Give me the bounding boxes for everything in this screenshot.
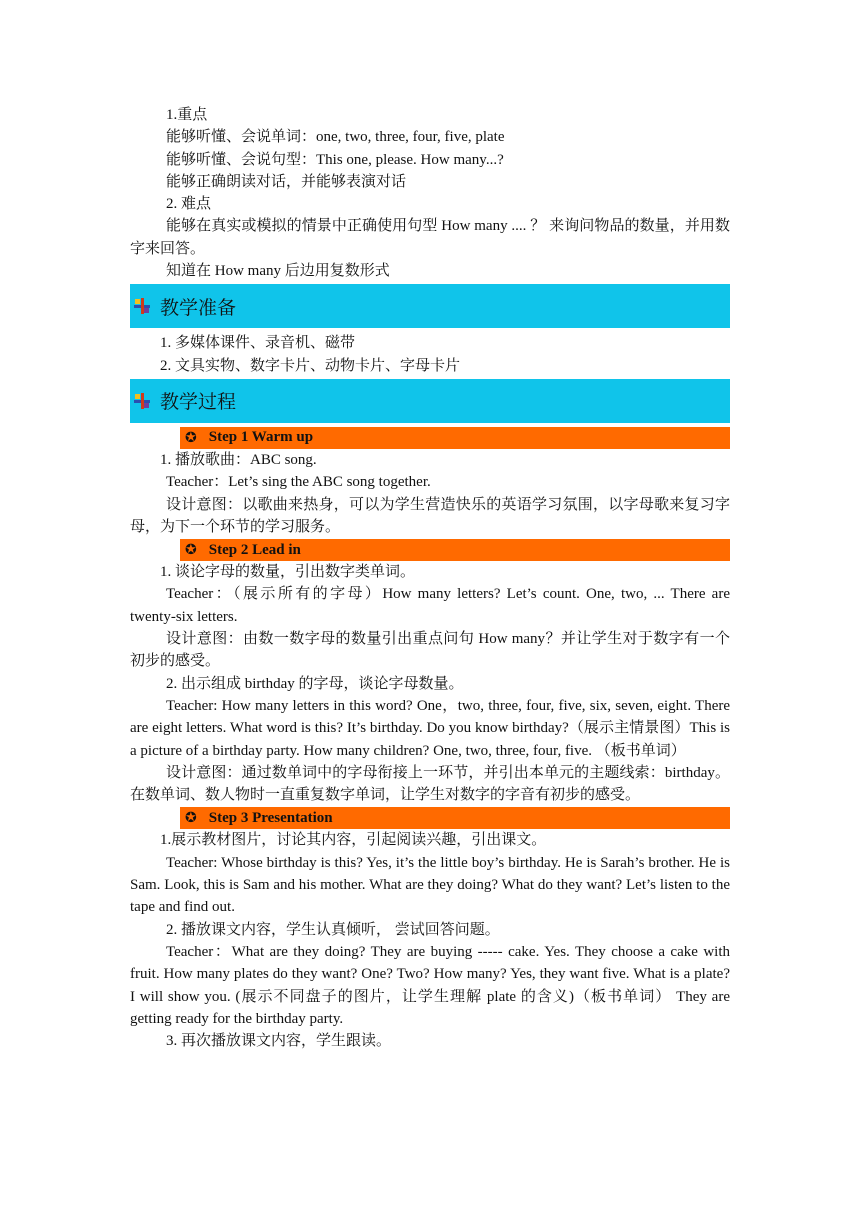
section-header-preparation xyxy=(130,284,730,328)
section-header-process xyxy=(130,379,730,423)
paragraph: 设计意图：以歌曲来热身，可以为学生营造快乐的英语学习氛围，以字母歌来复习字母，为下一个环节的学习服务。 xyxy=(130,496,730,535)
paragraph: 设计意图：通过数单词中的字母衔接上一环节，并引出本单元的主题线索：birthday。在数单词、数人物时一直重复数字单词，让学生对数字的字音有初步的感受。 xyxy=(130,764,730,804)
step-3-banner xyxy=(180,807,730,829)
document-page xyxy=(130,104,730,1052)
star-icon: ✪ xyxy=(185,429,197,446)
section-bullet-icon xyxy=(134,393,150,409)
section-title: 教学过程 xyxy=(160,392,237,414)
key-points-heading: 1.重点 xyxy=(166,107,208,123)
step-label: Step 1 Warm up xyxy=(208,429,314,446)
prep-item: 2. 文具实物、数字卡片、动物卡片、字母卡片 xyxy=(160,357,461,374)
paragraph: 3. 再次播放课文内容，学生跟读。 xyxy=(166,1033,392,1050)
key-point-words: 能够听懂、会说单词：one, two, three, four, five, plate xyxy=(166,129,505,146)
difficulty-usage: 能够在真实或模拟的情景中正确使用句型 How many .... ？ 来询问物品的数量，并用数字来回答。 xyxy=(130,218,730,257)
step-label: Step 3 Presentation xyxy=(208,809,333,826)
prep-item: 1. 多媒体课件、录音机、磁带 xyxy=(160,335,356,352)
star-icon: ✪ xyxy=(185,542,197,559)
paragraph: Teacher：What are they doing? They are buying ----- cake. Yes. They choose a cake with fruit. How many plates do they want? One? Two? How many? Yes, they want five. What is a plate? I will show you. (展示不同盘子的图片，让学生理解 plate 的含义)（板书单词） They are getting ready for the birthday party. xyxy=(130,943,730,1027)
section-bullet-icon xyxy=(134,298,150,314)
step-label: Step 2 Lead in xyxy=(208,541,301,558)
paragraph: 设计意图：由数一数字母的数量引出重点问句 How many？并让学生对于数字有一个初步的感受。 xyxy=(130,631,730,670)
section-title: 教学准备 xyxy=(160,297,237,319)
step-2-banner xyxy=(180,539,730,561)
paragraph: 1.展示教材图片，讨论其内容，引起阅读兴趣，引出课文。 xyxy=(160,832,547,849)
paragraph: Teacher: How many letters in this word? One，two, three, four, five, six, seven, eight. There are eight letters. What word is this? It’s birthday. Do you know birthday?（展示主情景图）This is a picture of a birthday party. How many children? One, two, three, four, five. （板书单词） xyxy=(130,697,730,759)
difficulties-heading: 2. 难点 xyxy=(166,196,212,213)
paragraph: 1. 谈论字母的数量，引出数字类单词。 xyxy=(160,564,416,581)
key-point-dialogue: 能够正确朗读对话，并能够表演对话 xyxy=(166,173,407,190)
paragraph: 2. 出示组成 birthday 的字母，谈论字母数量。 xyxy=(166,675,464,692)
paragraph: 1. 播放歌曲：ABC song. xyxy=(160,451,317,468)
paragraph: 2. 播放课文内容，学生认真倾听， 尝试回答问题。 xyxy=(166,921,500,938)
key-point-sentences: 能够听懂、会说句型：This one, please. How many...? xyxy=(166,151,504,168)
paragraph: Teacher：（展示所有的字母）How many letters? Let’s count. One, two, ... There are twenty-six letters. xyxy=(130,586,730,625)
star-icon: ✪ xyxy=(185,810,197,827)
difficulty-plural: 知道在 How many 后边用复数形式 xyxy=(166,263,390,280)
paragraph: Teacher: Whose birthday is this? Yes, it’s the little boy’s birthday. He is Sarah’s brother. He is Sam. Look, this is Sam and his mother. What are they doing? What do they want? Let’s listen to the tape and find out. xyxy=(130,854,730,916)
paragraph: Teacher：Let’s sing the ABC song together. xyxy=(166,474,431,491)
step-1-banner xyxy=(180,427,730,449)
